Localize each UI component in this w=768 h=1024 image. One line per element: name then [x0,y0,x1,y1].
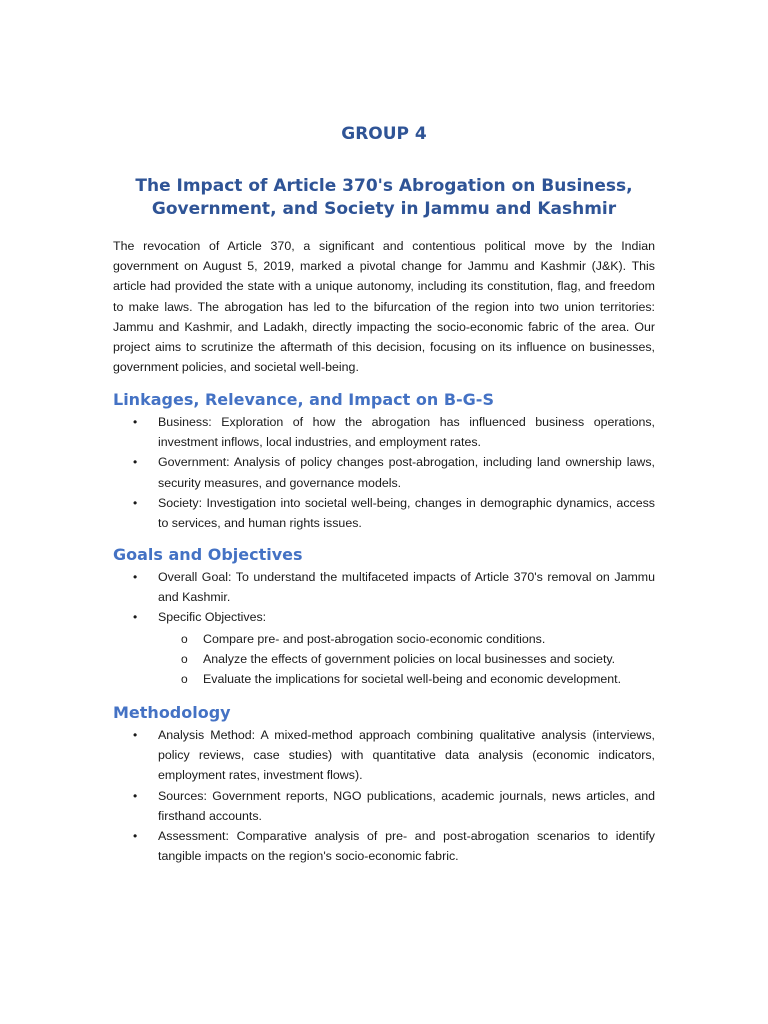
intro-paragraph: The revocation of Article 370, a significant and contentious political move by the Indian government on August 5, 2019, marked a pivotal change for Jammu and Kashmir (J&K). This article had provided the state with a unique autonomy, including its constitution, flag, and freedom to make laws. The abrogation has led to the bifurcation of the region into two union territories: Jammu and Kashmir, and Ladakh, directly impacting the socio-economic fabric of the area. Our project aims to scrutinize the aftermath of this decision, focusing on its influence on businesses, government policies, and societal well-being. [113,239,655,375]
circle-bullet-icon: o [181,672,188,687]
section-heading-linkages: Linkages, Relevance, and Impact on B-G-S [113,390,494,409]
bullet-icon: • [133,455,138,470]
bullet-icon: • [133,570,138,584]
bullet-icon: • [133,415,138,429]
document-title-line-2: Government, and Society in Jammu and Kashmir [151,199,617,219]
list-item-text: Analysis Method: A mixed-method approach combining qualitative analysis (interviews, policy reviews, case studies) with quantitative data analysis (economic indicators, employment rates, investment flows). [158,728,655,783]
group-title: GROUP 4 [341,124,427,144]
section-methodology [113,702,655,866]
bullet-icon: • [133,829,138,844]
list-item-text: Specific Objectives: [158,610,267,625]
list-item [113,493,655,533]
document-title-line-1: The Impact of Article 370's Abrogation on Business, [135,176,633,196]
sub-list-item [158,669,655,689]
goals-list [113,567,655,689]
sub-list-item-text: Evaluate the implications for societal well-being and economic development. [203,672,622,687]
objectives-sub-list [158,629,655,690]
sub-list-item [158,649,655,669]
list-item [113,412,655,452]
list-item-text: Government: Analysis of policy changes post-abrogation, including land ownership laws, security measures, and governance models. [158,455,655,490]
bullet-icon: • [133,788,138,803]
bullet-icon: • [133,495,138,510]
sub-list-item-text: Compare pre- and post-abrogation socio-economic conditions. [203,631,546,646]
sub-list-item [158,629,655,649]
circle-bullet-icon: o [181,631,188,646]
list-item [113,786,655,826]
bullet-icon: • [133,728,138,742]
circle-bullet-icon: o [181,651,188,666]
linkages-list [113,412,655,533]
sub-list-item-text: Analyze the effects of government policies on local businesses and society. [203,651,616,666]
list-item [113,452,655,492]
list-item-text: Business: Exploration of how the abrogation has influenced business operations, investment inflows, local industries, and employment rates. [158,415,655,450]
list-item [113,725,655,786]
list-item-text: Sources: Government reports, NGO publications, academic journals, news articles, and firsthand accounts. [158,788,655,823]
section-goals [113,544,655,689]
section-heading-goals: Goals and Objectives [113,545,303,564]
list-item [113,567,655,607]
document-title [113,175,655,221]
list-item-text: Society: Investigation into societal well-being, changes in demographic dynamics, access to services, and human rights issues. [158,495,655,531]
list-item [113,826,655,866]
section-heading-methodology: Methodology [113,703,231,722]
list-item-text: Assessment: Comparative analysis of pre- and post-abrogation scenarios to identify tangible impacts on the region's socio-economic fabric. [158,829,655,864]
list-item-text: Overall Goal: To understand the multifaceted impacts of Article 370's removal on Jammu and Kashmir. [158,570,655,605]
bullet-icon: • [133,610,138,625]
methodology-list [113,725,655,866]
section-linkages [113,389,655,533]
list-item [113,607,655,689]
